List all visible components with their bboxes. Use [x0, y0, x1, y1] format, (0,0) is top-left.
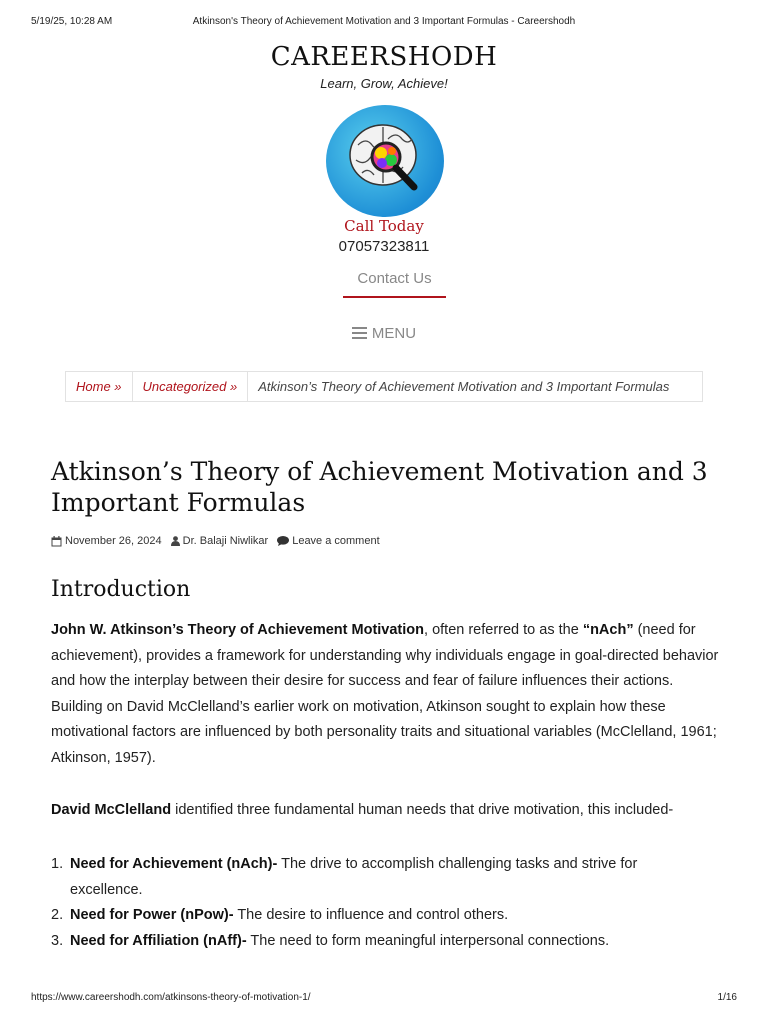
list-item	[51, 903, 711, 929]
mcclelland-paragraph	[51, 798, 721, 824]
user-icon	[171, 536, 180, 546]
breadcrumb-item-category	[133, 372, 249, 401]
intro-text-1: , often referred to as the	[424, 622, 583, 638]
post-title: Atkinson’s Theory of Achievement Motivation and 3 Important Formulas	[51, 457, 708, 517]
list-item-desc: The need to form meaningful interpersonal connections.	[246, 932, 610, 949]
menu-label: MENU	[371, 325, 417, 342]
leave-comment-link[interactable]: Leave a comment	[292, 535, 380, 547]
site-title[interactable]: CAREERSHODH	[270, 42, 498, 72]
mcclelland-bold-lead: David McClelland	[51, 802, 172, 818]
list-item-number: 1.	[51, 856, 64, 872]
active-nav-underline	[343, 296, 446, 298]
site-tagline: Learn, Grow, Achieve!	[320, 76, 448, 91]
post-author	[171, 535, 269, 547]
post-comments	[277, 535, 379, 547]
list-item-term: Need for Affiliation (nAff)-	[70, 932, 247, 949]
intro-paragraph	[51, 618, 721, 772]
list-item	[51, 852, 711, 903]
list-item	[51, 929, 711, 955]
section-heading-introduction: Introduction	[51, 577, 191, 602]
print-datetime: 5/19/25, 10:28 AM	[31, 16, 113, 27]
list-item-number: 3.	[51, 932, 64, 949]
list-item-number: 2.	[51, 907, 64, 924]
menu-toggle-button[interactable]	[0, 325, 768, 342]
print-doc-title: Atkinson's Theory of Achievement Motivation and 3 Important Formulas - Careershodh	[192, 16, 576, 27]
post-author-link[interactable]: Dr. Balaji Niwlikar	[182, 535, 269, 547]
print-page-number: 1/16	[717, 992, 737, 1003]
brain-icon	[326, 105, 444, 217]
needs-list	[51, 852, 711, 954]
hamburger-icon	[352, 327, 367, 339]
list-item-desc: The desire to influence and control others.	[233, 907, 509, 924]
comment-icon	[277, 536, 289, 546]
contact-us-link[interactable]: Contact Us	[357, 270, 432, 287]
breadcrumb-item-current: Atkinson’s Theory of Achievement Motivation and 3 Important Formulas	[258, 379, 670, 394]
list-item-desc: The drive to accomplish challenging tasks and strive for excellence.	[70, 856, 638, 898]
brain-magnifier-logo[interactable]	[326, 105, 444, 217]
breadcrumb-item-home	[66, 372, 133, 401]
list-item-term: Need for Achievement (nAch)-	[70, 856, 278, 872]
print-footer	[31, 992, 737, 1006]
phone-number[interactable]: 07057323811	[338, 238, 430, 255]
intro-bold-term: “nAch”	[582, 622, 634, 638]
calendar-icon	[51, 536, 62, 547]
intro-text-2: (need for achievement), provides a framework for understanding why individuals engage in goal-directed behavior and how the interplay between their desire for success and fear of failure influences their actions. Building on David McClelland’s earlier work on motivation, Atkinson sought to explain how these motivational factors are influenced by both personality traits and situational variables (McClelland, 1961; Atkinson, 1957).	[51, 622, 719, 766]
breadcrumb-home-link[interactable]: Home »	[76, 379, 122, 394]
post-date-text[interactable]: November 26, 2024	[65, 535, 162, 547]
intro-bold-lead: John W. Atkinson’s Theory of Achievement Motivation	[51, 622, 425, 638]
post-meta	[51, 535, 380, 547]
breadcrumb	[65, 371, 703, 402]
breadcrumb-category-link[interactable]: Uncategorized »	[142, 379, 238, 394]
print-header	[31, 16, 737, 30]
mcclelland-text: identified three fundamental human needs that drive motivation, this included-	[171, 802, 674, 818]
call-today-label: Call Today	[344, 217, 424, 235]
post-date	[51, 535, 162, 547]
list-item-term: Need for Power (nPow)-	[70, 907, 234, 924]
print-url: https://www.careershodh.com/atkinsons-theory-of-motivation-1/	[31, 992, 311, 1003]
